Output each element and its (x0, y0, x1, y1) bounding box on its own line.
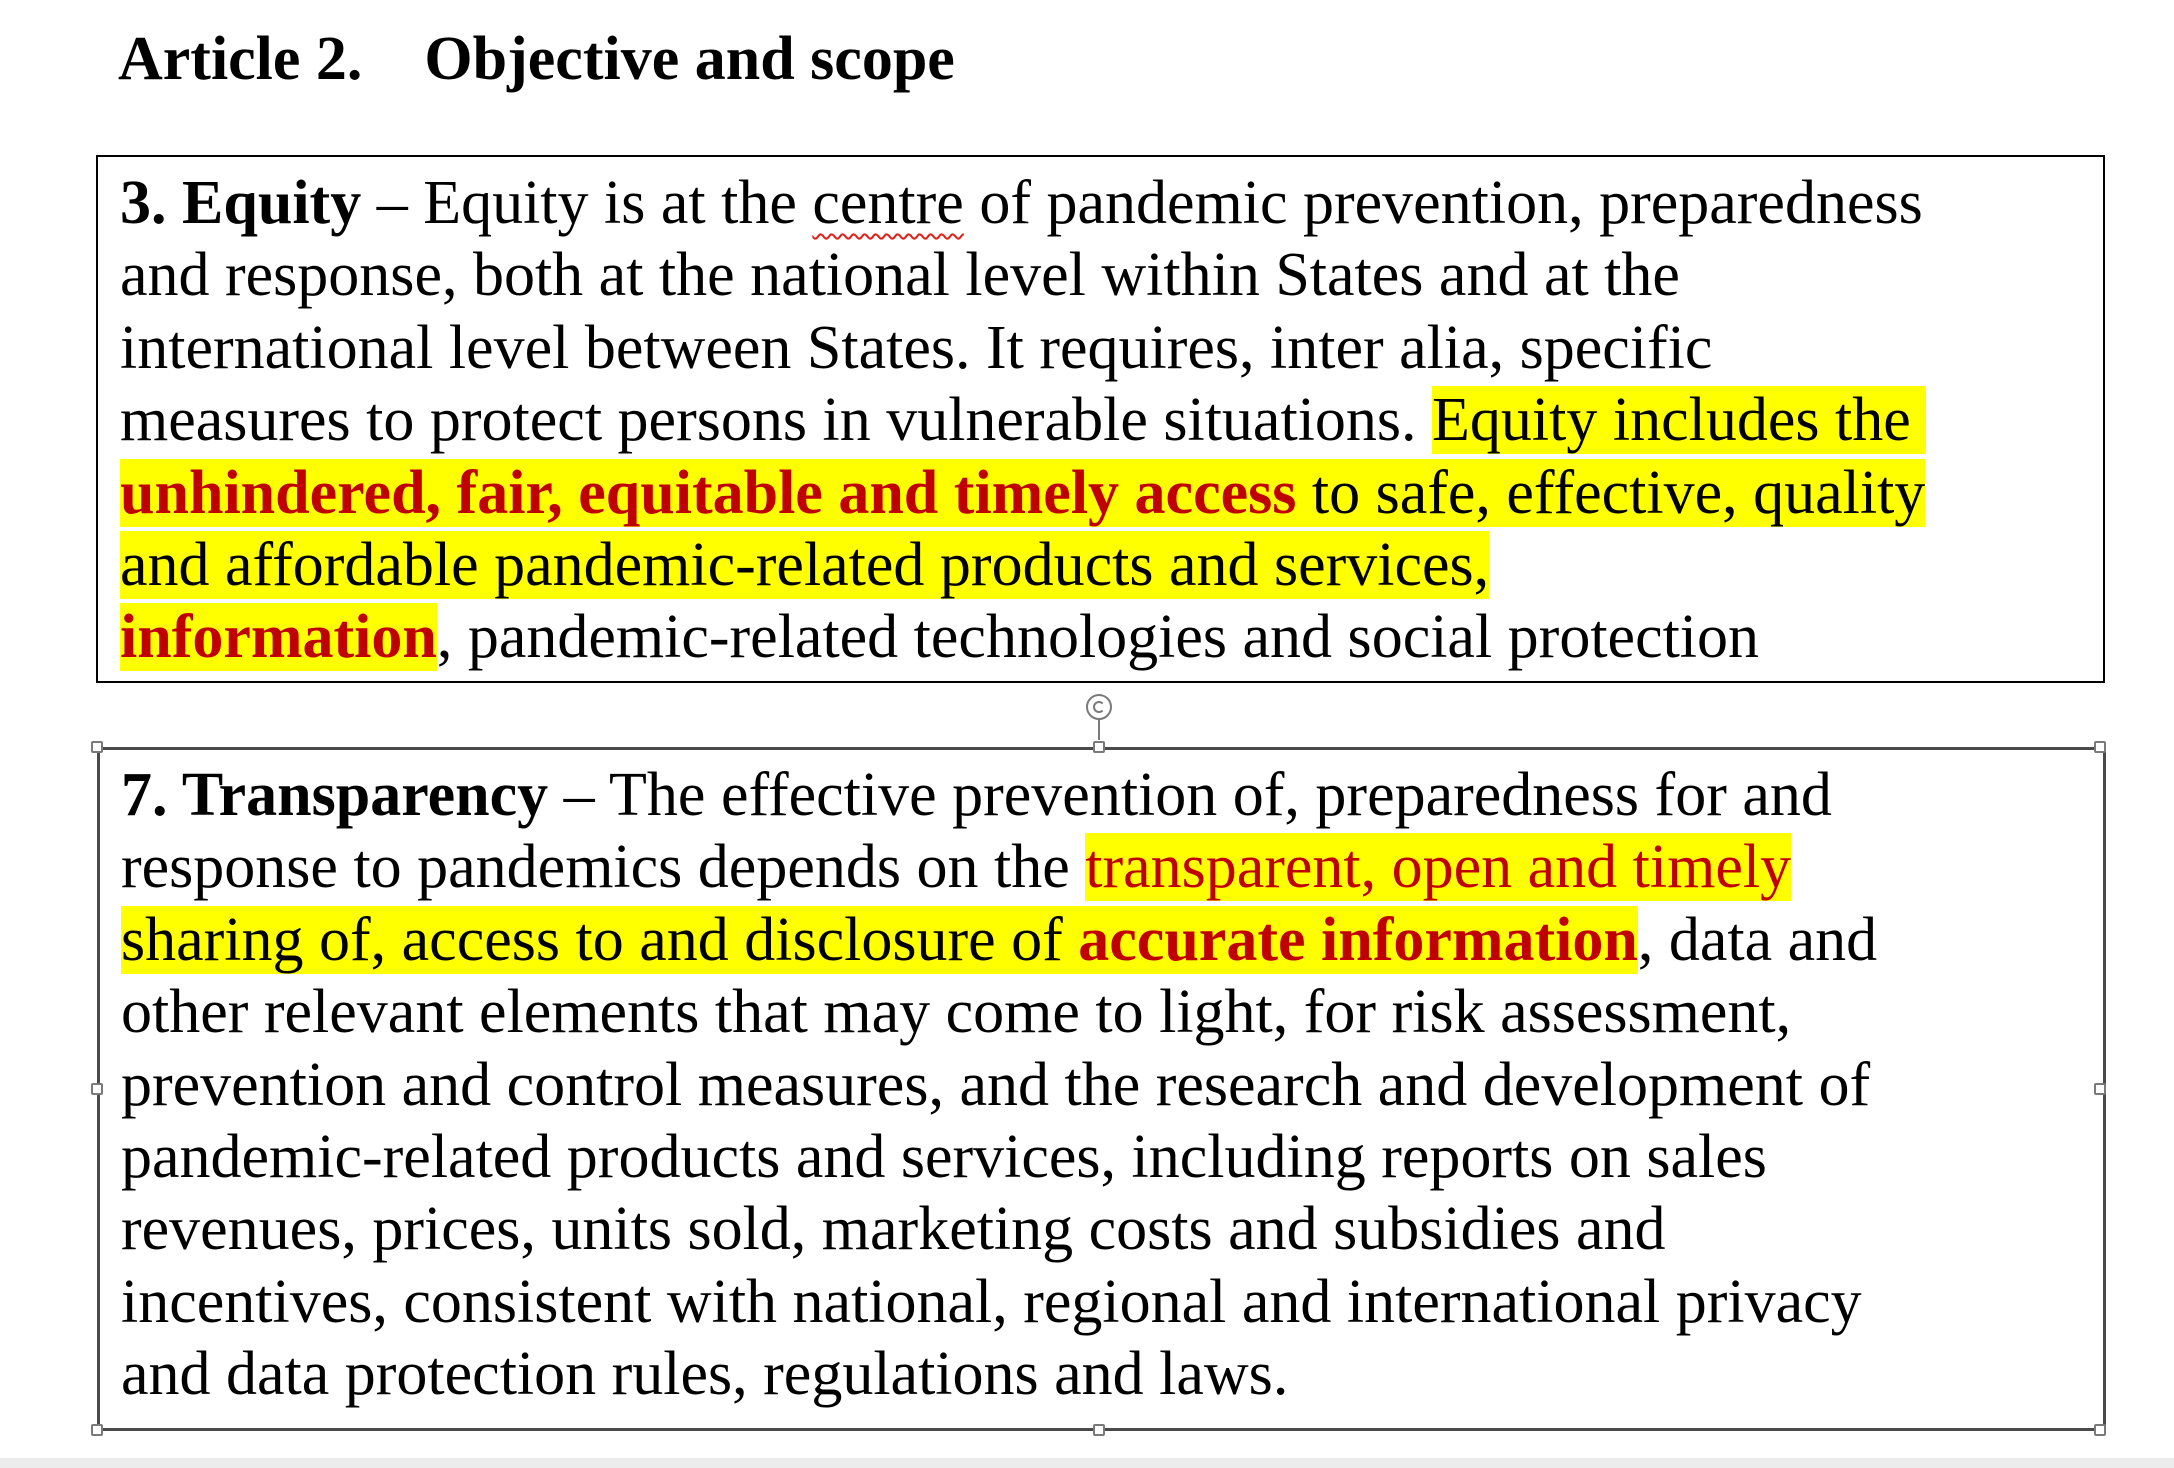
text-run: and data protection rules, regulations and laws. (121, 1340, 1289, 1409)
text-run: other relevant elements that may come to light, for risk assessment, (121, 978, 1792, 1047)
text-line (120, 312, 2103, 384)
text-run: – Equity is at the (361, 169, 813, 237)
rotate-icon[interactable] (1086, 694, 1112, 720)
text-line (121, 1193, 2103, 1265)
equity-text-box[interactable] (96, 155, 2105, 683)
resize-handle-bottom[interactable] (1093, 1424, 1105, 1436)
window-bottom-edge (0, 1458, 2174, 1468)
text-line (121, 1338, 2103, 1410)
text-line (121, 976, 2103, 1048)
text-run: incentives, consistent with national, regional and international privacy (121, 1267, 1862, 1336)
text-line (120, 167, 2103, 239)
resize-handle-bottom-left[interactable] (91, 1424, 103, 1436)
text-run: pandemic-related products and services, including reports on sales (121, 1122, 1767, 1191)
text-line (121, 1121, 2103, 1193)
text-run: of pandemic prevention, preparedness (963, 169, 1923, 237)
text-line (121, 1049, 2103, 1121)
text-run: – The effective prevention of, preparedness for and (548, 761, 1832, 829)
text-run: measures to protect persons in vulnerable situations. (120, 386, 1433, 455)
text-line (121, 831, 2103, 903)
resize-handle-top-right[interactable] (2094, 741, 2106, 753)
resize-handle-top-left[interactable] (91, 741, 103, 753)
clause-term: Transparency (167, 761, 549, 829)
text-run: , pandemic-related technologies and social protection (436, 603, 1760, 672)
clause-number: 7. (121, 761, 168, 829)
emphasized-highlight: information (120, 603, 437, 672)
clause-number: 3. (120, 169, 167, 237)
text-line (120, 529, 2103, 601)
text-line (120, 601, 2103, 673)
text-run: prevention and control measures, and the research and development of (121, 1050, 1871, 1119)
text-run: revenues, prices, units sold, marketing costs and subsidies and (121, 1195, 1666, 1264)
emphasized-highlight: unhindered, fair, equitable and timely access (120, 458, 1297, 527)
text-line (120, 239, 2103, 311)
highlighted-text: sharing of, access to and disclosure of (121, 905, 1079, 974)
text-run: response to pandemics depends on the (121, 833, 1086, 902)
text-line (121, 904, 2103, 976)
highlighted-red-text: transparent, open and timely (1085, 833, 1792, 902)
text-run: , data and (1637, 905, 1878, 974)
text-line (121, 759, 2103, 831)
highlighted-text: Equity includes the (1432, 386, 1927, 455)
resize-handle-left[interactable] (91, 1083, 103, 1095)
text-run: and response, both at the national level within States and at the (120, 241, 1680, 310)
text-run: international level between States. It requires, inter alia, specific (120, 313, 1713, 382)
highlighted-text: and affordable pandemic-related products and services, (120, 530, 1490, 599)
highlighted-text: to safe, effective, quality (1296, 458, 1926, 527)
clause-term: Equity (166, 169, 362, 237)
transparency-text-box[interactable] (97, 747, 2106, 1431)
resize-handle-top[interactable] (1093, 741, 1105, 753)
text-line (121, 1266, 2103, 1338)
article-heading: Article 2. Objective and scope (118, 25, 955, 93)
emphasized-highlight: accurate information (1078, 905, 1638, 974)
text-line (120, 457, 2103, 529)
text-line (120, 384, 2103, 456)
misspelled-word[interactable]: centre (812, 169, 964, 237)
resize-handle-bottom-right[interactable] (2094, 1424, 2106, 1436)
resize-handle-right[interactable] (2094, 1083, 2106, 1095)
